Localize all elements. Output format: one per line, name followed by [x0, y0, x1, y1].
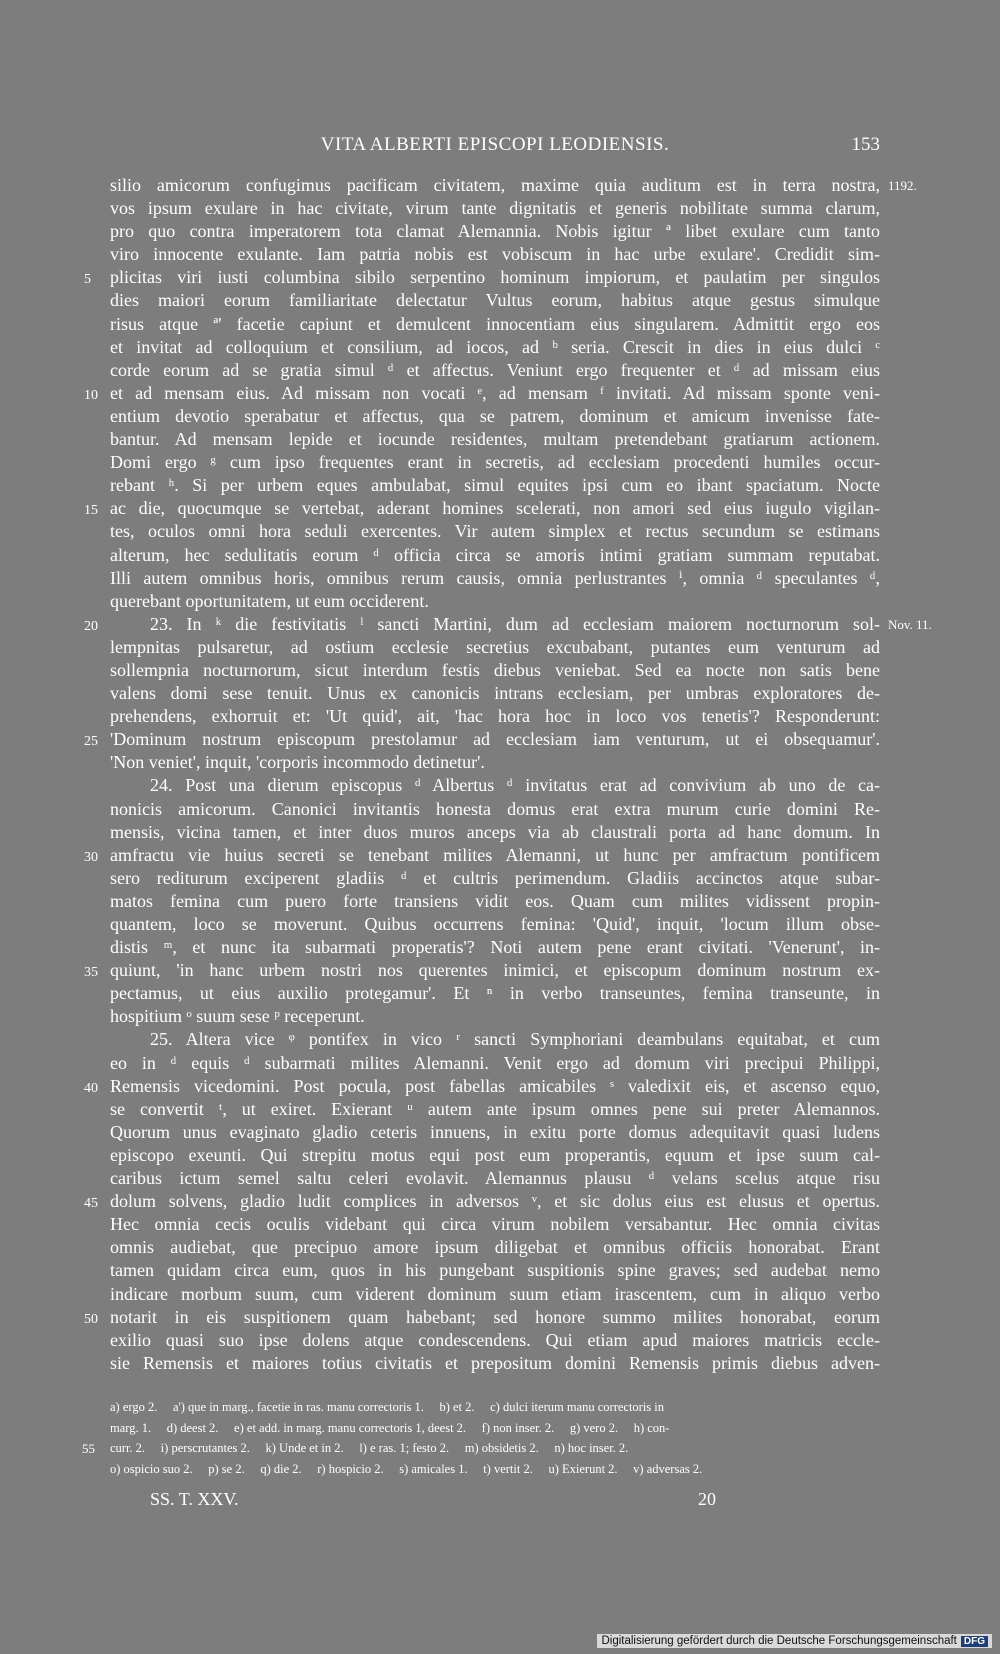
text-line — [84, 497, 880, 520]
running-title: VITA ALBERTI EPISCOPI LEODIENSIS. — [320, 134, 670, 155]
footnote-line — [82, 1438, 880, 1459]
text-line — [110, 174, 917, 197]
text-line — [110, 1352, 880, 1375]
text-line — [110, 428, 880, 451]
line-number: 25 — [84, 734, 98, 750]
text-line — [110, 405, 880, 428]
text-line — [110, 659, 880, 682]
footnote-line — [110, 1459, 880, 1480]
line-text: 'Non veniet', inquit, 'corporis incommodo detinetur'. — [110, 752, 485, 773]
line-text: dolum solvens, gladio ludit complices in adversos ᵛ, et sic dolus eius est elusus et opertus. — [110, 1191, 880, 1212]
line-text: bantur. Ad mensam lepide et iocunde residentes, multam pretendebant gratiarum actionem. — [110, 429, 880, 450]
line-text: tes, oculos omni hora seduli exercentes. Vir autem simplex et rectus secundum se estimans — [110, 521, 880, 542]
line-text: amfractu vie huius secreti se tenebant milites Alemanni, ut hunc per amfractum pontificem — [110, 844, 880, 865]
footnotes — [82, 1397, 880, 1479]
line-text: 'Dominum nostrum episcopum prestolamur ad ecclesiam iam venturum, ut ei obsequamur'. — [110, 729, 880, 750]
footnote-text: marg. 1. d) deest 2. e) et add. in marg. manu correctoris 1, deest 2. f) non inser. 2. g) vero 2. h) con- — [110, 1420, 670, 1435]
text-line — [110, 243, 880, 266]
line-number: 40 — [84, 1080, 98, 1096]
text-line — [110, 890, 880, 913]
line-text: matos femina cum puero forte transiens vidit eos. Quam cum milites vidissent propin- — [110, 890, 880, 911]
text-line — [110, 197, 880, 220]
text-line — [110, 1259, 880, 1282]
line-text: dies maiori eorum familiaritate delectatur Vultus eorum, habitus atque gestus simulque — [110, 290, 880, 311]
margin-date-note: Nov. 11. — [888, 616, 932, 632]
line-text: 25. Altera vice ᵠ pontifex in vico ʳ sancti Symphoriani deambulans equitabat, et cum — [150, 1029, 880, 1050]
text-line — [110, 867, 880, 890]
line-number: 5 — [84, 272, 91, 288]
text-line — [110, 1213, 880, 1236]
line-text: et invitat ad colloquium et consilium, ad iocos, ad ᵇ seria. Crescit in dies in eius dulci ᶜ — [110, 336, 880, 357]
line-text: exilio quasi suo ipse dolens atque condescendens. Qui etiam apud maiores matricis eccle- — [110, 1329, 880, 1350]
line-text: 24. Post una dierum episcopus ᵈ Albertus ᵈ invitatus erat ad convivium ab uno de ca- — [150, 775, 880, 796]
line-text: eo in ᵈ equis ᵈ subarmati milites Alemanni. Venit ergo ad domum viri precipui Philippi, — [110, 1052, 880, 1073]
line-number: 30 — [84, 849, 98, 865]
line-text: Domi ergo ᵍ cum ipso frequentes erant in secretis, ad ecclesiam procedenti humiles occur- — [110, 452, 880, 473]
text-line — [110, 1144, 880, 1167]
text-line — [110, 451, 880, 474]
line-number: 35 — [84, 965, 98, 981]
text-line — [110, 1167, 880, 1190]
text-line — [110, 590, 880, 613]
text-line — [84, 266, 880, 289]
running-header — [110, 134, 880, 160]
text-line — [110, 682, 880, 705]
line-text: rebant ʰ. Si per urbem eques ambulabat, simul equites ipsi cum eo ibant spaciatum. Nocte — [110, 475, 880, 496]
text-line — [110, 1236, 880, 1259]
text-line — [110, 359, 880, 382]
credit-text: Digitalisierung gefördert durch die Deutsche Forschungsgemeinschaft — [601, 1635, 957, 1647]
line-text: episcopo exeunti. Qui strepitu motus equi post eum properantis, equum et ipse suum cal- — [110, 1144, 880, 1165]
line-text: silio amicorum confugimus pacificam civitatem, maxime quia auditum est in terra nostra, — [110, 175, 880, 195]
text-line — [84, 1306, 880, 1329]
text-line — [110, 1098, 880, 1121]
line-text: omnis audiebat, que precipuo amore ipsum diligebat et omnibus officiis honorabat. Erant — [110, 1237, 880, 1258]
line-text: et ad mensam eius. Ad missam non vocati ᵉ, ad mensam ᶠ invitati. Ad missam sponte veni- — [110, 382, 880, 403]
text-line — [84, 1190, 880, 1213]
text-line — [84, 613, 932, 636]
footnote-text: a) ergo 2. a') que in marg., facetie in ras. manu correctoris 1. b) et 2. c) dulci iterum manu correctoris in — [110, 1400, 665, 1415]
line-text: risus atque ª' facetie capiunt et demulcent innocentiam eius singularem. Admittit ergo eos — [110, 313, 880, 334]
page-number: 153 — [851, 134, 880, 155]
line-text: tamen quidam circa eum, quos in his pungebant suspitionis spine graves; sed audebat nemo — [110, 1260, 880, 1281]
line-text: sollempnia nocturnorum, sicut interdum festis diebus veniebat. Sed ea nocte non satis bene — [110, 659, 880, 680]
text-line — [110, 474, 880, 497]
line-number: 20 — [84, 618, 98, 634]
line-text: distis ᵐ, et nunc ita subarmati properatis'? Noti autem pene erant civitati. 'Venerunt', in- — [110, 937, 880, 958]
line-text: quantem, loco se moverunt. Quibus occurrens femina: 'Quid', inquit, 'locum illum obse- — [110, 914, 880, 934]
line-text: viro innocente exulante. Iam patria nobis est vobiscum in hac urbe exulare'. Credidit sim- — [110, 244, 880, 265]
line-text: lempnitas pulsaretur, ad ostium ecclesie secretius excubabant, putantes eum venturum ad — [110, 636, 880, 657]
text-line — [84, 728, 880, 751]
text-line — [110, 936, 880, 959]
line-text: 23. In ᵏ die festivitatis ˡ sancti Martini, dum ad ecclesiam maiorem nocturnorum sol- — [150, 613, 880, 634]
margin-date-note: 1192. — [888, 178, 917, 193]
line-number: 45 — [84, 1196, 98, 1212]
text-line — [110, 289, 880, 312]
text-line — [110, 544, 880, 567]
text-line — [110, 821, 880, 844]
line-text: vos ipsum exulare in hac civitate, virum tante dignitatis et generis nobilitate summa clarum, — [110, 198, 880, 219]
line-text: indicare morbum suum, cum viderent dominum suum etiam irascentem, cum in aliquo verbo — [110, 1283, 880, 1304]
line-text: sie Remensis et maiores totius civitatis et prepositum domini Remensis primis diebus adven- — [110, 1352, 880, 1373]
text-line — [110, 1052, 880, 1075]
digitization-credit — [597, 1634, 992, 1648]
text-line — [110, 220, 880, 243]
line-number: 15 — [84, 503, 98, 519]
footnote-text: curr. 2. i) perscrutantes 2. k) Unde et in 2. l) e ras. 1; festo 2. m) obsidetis 2. n) hoc inser. 2. — [110, 1441, 629, 1456]
text-line — [84, 844, 880, 867]
line-text: corde eorum ad se gratia simul ᵈ et affectus. Veniunt ergo frequenter et ᵈ ad missam eius — [110, 359, 880, 380]
line-text: notarit in eis suspitionem quam habebant; sed honore summo milites honorabat, eorum — [110, 1306, 880, 1327]
line-text: mensis, vicina tamen, et inter duos muros anceps via ab claustrali porta ad hanc domum. In — [110, 821, 880, 842]
sheet-number: 20 — [698, 1489, 716, 1510]
text-line — [110, 913, 880, 936]
text-line — [110, 751, 880, 774]
text-line — [110, 798, 880, 821]
line-text: pectamus, ut eius auxilio protegamur'. Et ⁿ in verbo transeuntes, femina transeunte, in — [110, 983, 880, 1004]
text-line — [110, 705, 880, 728]
line-text: se convertit ᵗ, ut exiret. Exierant ᵘ autem ante ipsum omnes pene sui preter Alemannos. — [110, 1098, 880, 1119]
line-text: pro quo contra imperatorem tota clamat Alemannia. Nobis igitur ª libet exulare cum tanto — [110, 221, 880, 242]
line-text: nonicis amicorum. Canonici invitantis honesta domus erat extra murum curie domini Re- — [110, 798, 880, 819]
text-line — [110, 520, 880, 543]
footnote-text: o) ospicio suo 2. p) se 2. q) die 2. r) hospicio 2. s) amicales 1. t) vertit 2. u) Exierunt 2. v) adversas 2. — [110, 1461, 703, 1476]
text-line — [110, 774, 880, 797]
text-line — [84, 382, 880, 405]
text-line — [110, 313, 880, 336]
text-line — [110, 982, 880, 1005]
line-text: querebant oportunitatem, ut eum occiderent. — [110, 590, 429, 611]
line-text: Remensis vicedomini. Post pocula, post fabellas amicabiles ˢ valedixit eis, et ascenso equo, — [110, 1075, 880, 1096]
footnote-line — [110, 1418, 880, 1439]
text-line — [110, 1121, 880, 1144]
volume-signature: SS. T. XXV. — [150, 1489, 239, 1510]
line-text: Quorum unus evaginato gladio ceteris innuens, in exitu porte domus adequitavit quasi ludens — [110, 1121, 880, 1142]
line-number: 50 — [84, 1311, 98, 1327]
line-text: valens domi sese tenuit. Unus ex canonicis intrans ecclesiam, per umbras exploratores de- — [110, 683, 880, 704]
text-line — [84, 1075, 880, 1098]
line-text: entium devotio sperabatur et affectus, qua se patrem, dominum et amicum invenisse fate- — [110, 405, 880, 426]
line-text: caribus ictum semel saltu celeri evolavit. Alemannus plausu ᵈ velans scelus atque risu — [110, 1168, 880, 1189]
line-text: hospitium ᵒ suum sese ᵖ receperunt. — [110, 1006, 365, 1027]
line-text: Illi autem omnibus horis, omnibus rerum causis, omnia perlustrantes ⁱ, omnia ᵈ speculantes ᵈ, — [110, 567, 880, 588]
line-text: alterum, hec sedulitatis eorum ᵈ officia circa se amoris intimi gratiam summam reputabat. — [110, 544, 880, 565]
text-line — [84, 959, 880, 982]
line-number: 10 — [84, 387, 98, 403]
line-text: quiunt, 'in hanc urbem nostri nos querentes inimici, et episcopum dominum nostrum ex- — [110, 960, 880, 981]
line-text: plicitas viri iusti columbina sibilo serpentino hominum impiorum, et paulatim per singulos — [110, 267, 880, 288]
text-line — [110, 1028, 880, 1051]
line-text: sero rediturum exciperent gladiis ᵈ et cultris perimendum. Gladiis accinctos atque subar- — [110, 867, 880, 888]
text-line — [110, 1005, 880, 1028]
line-text: prehendens, exhorruit et: 'Ut quid', ait, 'hac hora hoc in loco vos tenetis'? Responderunt: — [110, 706, 880, 727]
text-line — [110, 636, 880, 659]
page-footer — [150, 1489, 730, 1513]
line-text: Hec omnia cecis oculis videbant qui circa virum nobilem versabantur. Hec omnia civitas — [110, 1214, 880, 1235]
text-line — [110, 336, 880, 359]
main-text — [84, 174, 932, 1375]
dfg-logo-icon: DFG — [961, 1636, 988, 1647]
line-number: 55 — [82, 1441, 95, 1457]
text-line — [110, 1283, 880, 1306]
footnote-line — [110, 1397, 880, 1418]
text-line — [110, 1329, 880, 1352]
text-line — [110, 567, 880, 590]
line-text: ac die, quocumque se vertebat, aderant homines scelerati, non amori sed eius iugulo vigilan- — [110, 498, 880, 519]
